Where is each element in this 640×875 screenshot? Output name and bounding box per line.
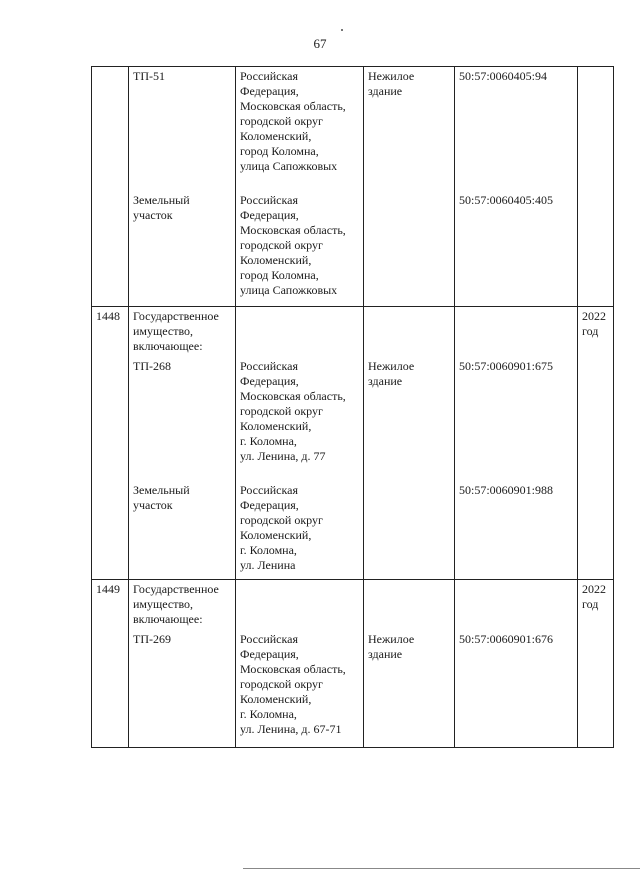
year-cell (578, 481, 614, 580)
row-number-cell (92, 481, 129, 580)
table-row (92, 307, 614, 357)
row-number-cell: 1449 (92, 580, 129, 630)
property-name-cell: ТП-51 (129, 67, 236, 191)
address-cell: Российская Федерация, Московская область, городской округ Коломенский, г. Коломна, ул. Ленина, д. 67-71 (236, 630, 364, 748)
year-cell: 2022 год (578, 307, 614, 357)
property-type-cell: Нежилое здание (364, 67, 455, 191)
property-type-cell: Нежилое здание (364, 630, 455, 748)
table-row (92, 481, 614, 580)
property-name-cell: Земельный участок (129, 191, 236, 307)
property-name-cell: Земельный участок (129, 481, 236, 580)
property-type-cell (364, 307, 455, 357)
property-type-cell (364, 191, 455, 307)
address-cell: Российская Федерация, городской округ Коломенский, г. Коломна, ул. Ленина (236, 481, 364, 580)
table-row (92, 580, 614, 630)
property-name-cell: ТП-268 (129, 357, 236, 481)
scan-edge-line (243, 868, 640, 869)
property-type-cell (364, 481, 455, 580)
property-name-cell: ТП-269 (129, 630, 236, 748)
group-header-cell: Государственное имущество, включающее: (129, 580, 236, 630)
property-registry-table (91, 66, 614, 748)
property-type-cell: Нежилое здание (364, 357, 455, 481)
row-number-cell (92, 630, 129, 748)
cadastral-number-cell: 50:57:0060405:405 (455, 191, 578, 307)
page-number: 67 (313, 36, 327, 51)
address-cell: Российская Федерация, Московская область, городской округ Коломенский, г. Коломна, ул. Ленина, д. 77 (236, 357, 364, 481)
address-cell (236, 307, 364, 357)
cadastral-number-cell: 50:57:0060901:676 (455, 630, 578, 748)
cadastral-number-cell: 50:57:0060901:675 (455, 357, 578, 481)
group-header-cell: Государственное имущество, включающее: (129, 307, 236, 357)
address-cell (236, 580, 364, 630)
table-row (92, 630, 614, 748)
cadastral-number-cell (455, 307, 578, 357)
year-cell (578, 357, 614, 481)
cadastral-number-cell (455, 580, 578, 630)
address-cell: Российская Федерация, Московская область, городской округ Коломенский, город Коломна, улица Сапожковых (236, 67, 364, 191)
cadastral-number-cell: 50:57:0060405:94 (455, 67, 578, 191)
table-row (92, 191, 614, 307)
year-cell (578, 191, 614, 307)
address-cell: Российская Федерация, Московская область, городской округ Коломенский, город Коломна, улица Сапожковых (236, 191, 364, 307)
year-cell: 2022 год (578, 580, 614, 630)
row-number-cell: 1448 (92, 307, 129, 357)
row-number-cell (92, 191, 129, 307)
table-row (92, 357, 614, 481)
scan-dot (341, 29, 343, 31)
year-cell (578, 67, 614, 191)
row-number-cell (92, 357, 129, 481)
cadastral-number-cell: 50:57:0060901:988 (455, 481, 578, 580)
row-number-cell (92, 67, 129, 191)
property-type-cell (364, 580, 455, 630)
year-cell (578, 630, 614, 748)
table-row (92, 67, 614, 191)
